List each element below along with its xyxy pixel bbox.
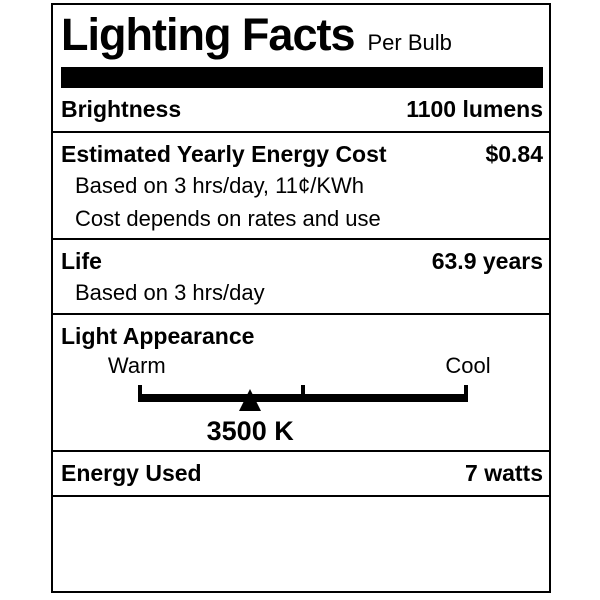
- energy-cost-note-basis: Based on 3 hrs/day, 11¢/KWh: [75, 173, 365, 198]
- energy-used-label: Energy Used: [61, 460, 202, 486]
- color-temp-row: [138, 411, 468, 453]
- color-temp-scale-area: [107, 351, 491, 453]
- label-empty-area: [53, 497, 549, 591]
- brightness-value: 1100 lumens: [406, 96, 543, 122]
- energy-cost-section: [53, 133, 549, 240]
- brightness-row: [53, 88, 549, 133]
- energy-cost-label: Estimated Yearly Energy Cost: [61, 141, 387, 167]
- light-appearance-row: [61, 315, 543, 351]
- warm-label: Warm: [107, 353, 166, 378]
- lighting-facts-label: [51, 3, 551, 593]
- label-subtitle: Per Bulb: [367, 30, 452, 55]
- energy-cost-note-disclaimer: Cost depends on rates and use: [75, 206, 381, 231]
- life-label: Life: [61, 248, 102, 274]
- energy-cost-value: $0.84: [485, 141, 543, 167]
- header-separator-bar: [61, 67, 543, 88]
- energy-cost-row: [61, 133, 543, 169]
- color-temp-scale: [138, 381, 468, 411]
- brightness-label: Brightness: [61, 96, 182, 122]
- label-title: Lighting Facts: [61, 9, 355, 60]
- color-temp-value: 3500 K: [206, 416, 294, 446]
- color-temp-marker-icon: [239, 389, 261, 411]
- energy-used-value: 7 watts: [465, 460, 543, 486]
- life-value: 63.9 years: [431, 248, 543, 274]
- life-section: [53, 240, 549, 315]
- life-note-basis: Based on 3 hrs/day: [75, 280, 265, 305]
- scale-end-labels: [107, 351, 491, 381]
- scale-bar: [138, 394, 468, 402]
- label-header: [53, 5, 549, 67]
- light-appearance-section: [53, 315, 549, 452]
- light-appearance-label: Light Appearance: [61, 323, 255, 349]
- energy-used-row: [53, 452, 549, 497]
- cool-label: Cool: [445, 353, 491, 378]
- life-row: [61, 240, 543, 276]
